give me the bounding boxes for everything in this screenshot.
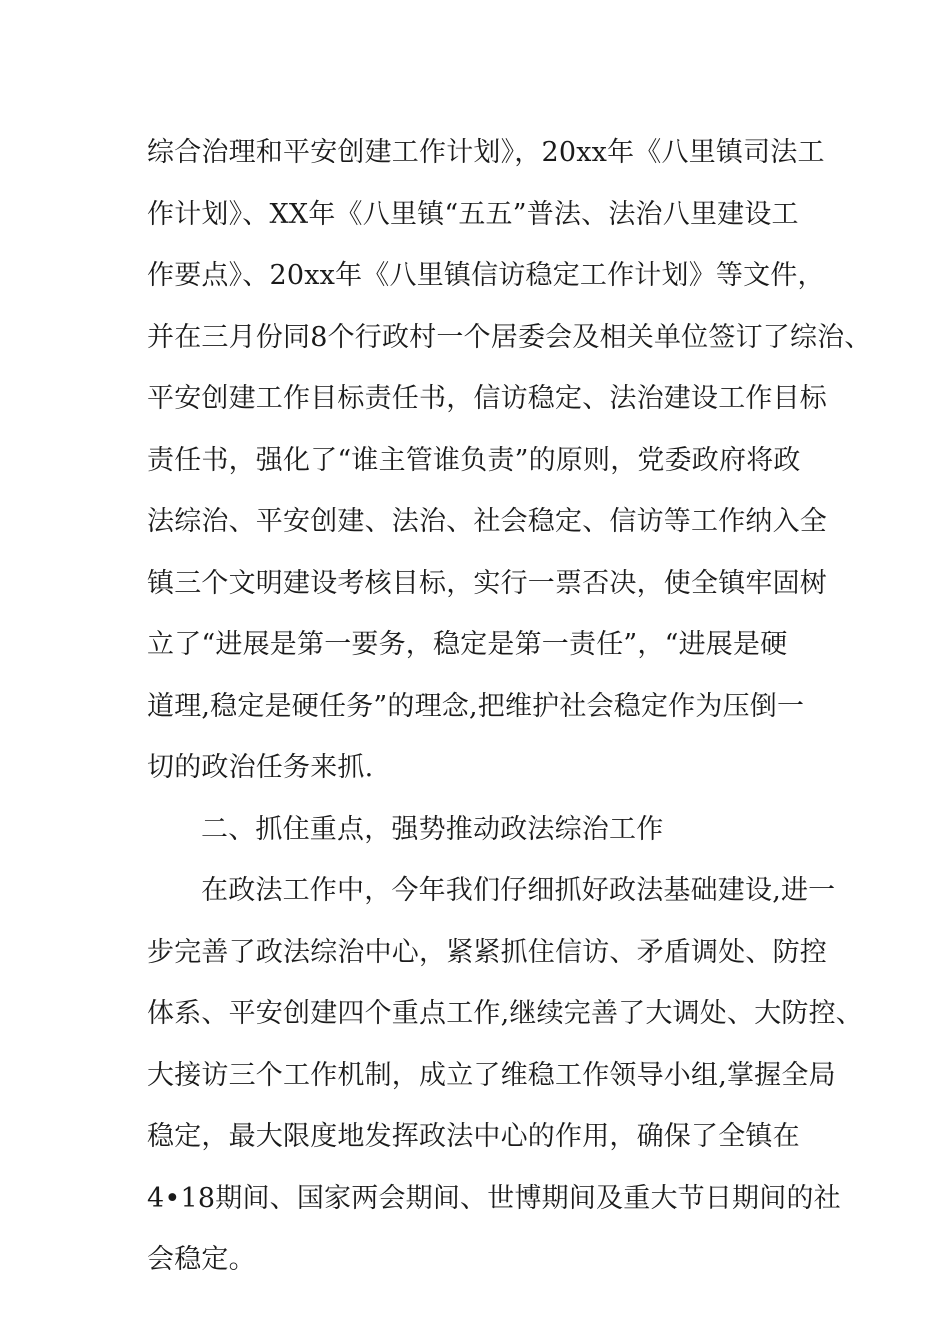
paragraph-line: 大接访三个工作机制，成立了维稳工作领导小组,掌握全局 xyxy=(147,1059,836,1091)
paragraph-1 xyxy=(147,122,872,799)
paragraph-line: 会稳定。 xyxy=(147,1244,256,1275)
paragraph-line: 立了“进展是第一要务，稳定是第一责任”，“进展是硬 xyxy=(147,629,788,660)
paragraph-line: 平安创建工作目标责任书，信访稳定、法治建设工作目标 xyxy=(147,383,827,414)
paragraph-line: 4•18期间、国家两会期间、世博期间及重大节日期间的社 xyxy=(147,1182,841,1214)
paragraph-line: 体系、平安创建四个重点工作,继续完善了大调处、大防控、 xyxy=(147,998,863,1029)
paragraph-line: 步完善了政法综治中心，紧紧抓住信访、矛盾调处、防控 xyxy=(147,936,827,968)
paragraph-line: 综合治理和平安创建工作计划》，20xx年《八里镇司法工 xyxy=(147,137,825,168)
paragraph-line: 作计划》、XX年《八里镇“五五”普法、法治八里建设工 xyxy=(147,198,799,230)
paragraph-line: 在政法工作中，今年我们仔细抓好政法基础建设,进一 xyxy=(201,875,836,906)
paragraph-line: 并在三月份同8个行政村一个居委会及相关单位签订了综治、 xyxy=(147,321,872,353)
paragraph-line: 稳定，最大限度地发挥政法中心的作用，确保了全镇在 xyxy=(147,1121,800,1152)
paragraph-line: 镇三个文明建设考核目标，实行一票否决，使全镇牢固树 xyxy=(147,567,827,599)
paragraph-2 xyxy=(147,860,863,1291)
section-heading: 二、抓住重点，强势推动政法综治工作 xyxy=(201,813,664,845)
paragraph-line: 法综治、平安创建、法治、社会稳定、信访等工作纳入全 xyxy=(147,506,827,537)
paragraph-line: 切的政治任务来抓. xyxy=(147,752,374,783)
paragraph-line: 责任书，强化了“谁主管谁负责”的原则，党委政府将政 xyxy=(147,444,801,476)
paragraph-line: 作要点》、20xx年《八里镇信访稳定工作计划》等文件， xyxy=(147,260,825,291)
document-body xyxy=(147,122,872,1291)
paragraph-line: 道理,稳定是硬任务”的理念,把维护社会稳定作为压倒一 xyxy=(147,690,805,722)
